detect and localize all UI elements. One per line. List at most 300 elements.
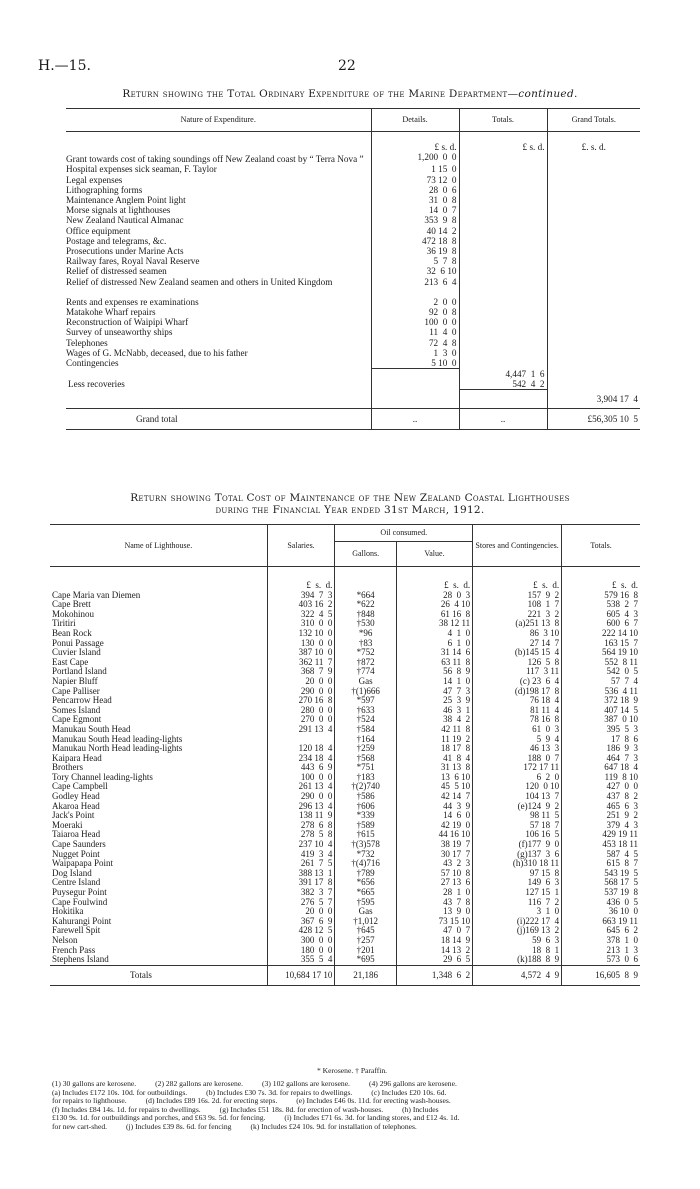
lighthouse-total: 436 0 5 bbox=[562, 898, 640, 908]
expense-detail: 1,200 0 0 bbox=[371, 152, 459, 164]
totals-s: 10,684 17 10 bbox=[267, 965, 335, 986]
lighthouse-total: 538 2 7 bbox=[562, 600, 640, 610]
lighthouse-value: 44 3 9 bbox=[396, 802, 472, 812]
lighthouse-name: Cape Palliser bbox=[52, 686, 100, 696]
lighthouse-gallons: †568 bbox=[335, 754, 396, 764]
expense-row bbox=[66, 185, 640, 195]
expense-row bbox=[66, 338, 640, 348]
lighthouse-stores: 81 11 4 bbox=[473, 706, 562, 716]
lighthouse-name: Pencarrow Head bbox=[52, 696, 112, 706]
lighthouse-value: 18 17 8 bbox=[396, 744, 472, 754]
expense-name: Maintenance Anglem Point light bbox=[66, 195, 186, 206]
lighthouse-value: 46 3 1 bbox=[396, 706, 472, 716]
lighthouse-value: 27 13 6 bbox=[396, 878, 472, 888]
lighthouse-total: 379 4 3 bbox=[562, 821, 640, 831]
expense-row bbox=[66, 215, 640, 225]
lighthouse-name: East Cape bbox=[52, 657, 89, 667]
lighthouse-value: 25 3 9 bbox=[396, 696, 472, 706]
lighthouse-value: 14 6 0 bbox=[396, 811, 472, 821]
lighthouse-stores: 116 7 2 bbox=[473, 898, 562, 908]
expense-detail: 353 9 8 bbox=[371, 215, 459, 225]
expense-detail: 40 14 2 bbox=[371, 226, 459, 236]
lighthouse-name: Brothers bbox=[52, 763, 83, 773]
lighthouse-value: 30 17 7 bbox=[396, 850, 472, 860]
lighthouse-total: 378 1 0 bbox=[562, 936, 640, 946]
col-oil-consumed: Oil consumed. bbox=[335, 525, 473, 542]
lighthouse-value: 38 12 11 bbox=[396, 619, 472, 629]
lighthouse-stores: 127 15 1 bbox=[473, 888, 562, 898]
lighthouse-stores: 104 13 7 bbox=[473, 792, 562, 802]
expense-row bbox=[66, 277, 640, 287]
lighthouse-salaries: 237 10 4 bbox=[267, 840, 335, 850]
lighthouse-name: Mokohinou bbox=[52, 609, 95, 619]
expense-name: Telephones bbox=[66, 337, 108, 348]
lighthouse-name: Godley Head bbox=[52, 792, 100, 802]
lighthouse-stores: 57 18 7 bbox=[473, 821, 562, 831]
expense-detail: 14 0 7 bbox=[371, 205, 459, 215]
lighthouse-stores: 108 1 7 bbox=[473, 600, 562, 610]
lighthouse-name: Napier Bluff bbox=[52, 676, 98, 686]
lighthouse-value: 28 1 0 bbox=[396, 888, 472, 898]
lighthouse-total: 36 10 0 bbox=[562, 907, 640, 917]
lighthouse-gallons: †1,012 bbox=[335, 917, 396, 927]
expense-detail: 32 6 10 bbox=[371, 266, 459, 276]
lighthouse-salaries: 388 13 1 bbox=[267, 869, 335, 879]
table1-title: Return showing the Total Ordinary Expenditure of the Marine Department—continued. bbox=[122, 88, 578, 100]
less-recoveries-row bbox=[66, 379, 640, 390]
lighthouse-stores: 18 8 1 bbox=[473, 946, 562, 956]
lighthouse-value: 73 15 10 bbox=[396, 917, 472, 927]
expense-row bbox=[66, 317, 640, 327]
lighthouse-row bbox=[50, 955, 640, 965]
lighthouse-stores: (c) 23 6 4 bbox=[473, 677, 562, 687]
lighthouse-name: Tory Channel leading-lights bbox=[52, 772, 153, 782]
lighthouse-total: 564 19 10 bbox=[562, 648, 640, 658]
lighthouse-name: Jack's Point bbox=[52, 811, 95, 821]
expense-row bbox=[66, 226, 640, 236]
lighthouse-stores: 27 14 7 bbox=[473, 639, 562, 649]
subtotal-row bbox=[66, 369, 640, 379]
expense-name: Prosecutions under Marine Acts bbox=[66, 246, 184, 257]
lighthouse-table bbox=[50, 524, 640, 986]
lighthouse-salaries: 387 10 0 bbox=[267, 648, 335, 658]
expenditure-body bbox=[66, 132, 640, 430]
lighthouse-stores: 149 6 3 bbox=[473, 878, 562, 888]
grand-total-value: £56,305 10 5 bbox=[547, 408, 640, 429]
totals-g: 21,186 bbox=[335, 965, 396, 986]
lighthouse-name: Puysegur Point bbox=[52, 888, 107, 897]
lighthouse-value: 6 1 0 bbox=[396, 639, 472, 649]
lighthouse-stores: 59 6 3 bbox=[473, 936, 562, 946]
lighthouse-value: 42 14 7 bbox=[396, 792, 472, 802]
expense-name: Relief of distressed seamen bbox=[66, 266, 167, 277]
lighthouse-name: Moeraki bbox=[52, 820, 83, 830]
lighthouse-salaries: 362 11 7 bbox=[267, 658, 335, 668]
expense-row bbox=[66, 205, 640, 215]
expense-detail: 28 0 6 bbox=[371, 185, 459, 195]
lighthouse-salaries: 394 7 3 bbox=[267, 591, 335, 601]
lighthouse-gallons: Gas bbox=[335, 907, 396, 917]
expense-name: Grant towards cost of taking soundings off New Zealand coast by “ Terra Nova ” bbox=[66, 154, 364, 165]
expense-row bbox=[66, 327, 640, 337]
lighthouse-total: 647 18 4 bbox=[562, 763, 640, 773]
lighthouse-salaries: 382 3 7 bbox=[267, 888, 335, 898]
lighthouse-total: 163 15 7 bbox=[562, 639, 640, 649]
unit-label: £ s. d. bbox=[459, 132, 547, 153]
lighthouse-gallons: *732 bbox=[335, 850, 396, 860]
lighthouse-name: Nugget Point bbox=[52, 849, 100, 859]
totals-row bbox=[50, 965, 640, 986]
lighthouse-salaries: 234 18 4 bbox=[267, 754, 335, 764]
lighthouse-value: 45 5 10 bbox=[396, 782, 472, 792]
expense-name: Survey of unseaworthy ships bbox=[66, 327, 173, 338]
lighthouse-value: 63 11 8 bbox=[396, 658, 472, 668]
lighthouse-stores: 98 11 5 bbox=[473, 811, 562, 821]
footnote-line: for new cart-shed. (j) Includes £39 8s. 6d. for fencing (k) Includes £24 10s. 9d. for installation of telephones. bbox=[52, 1121, 417, 1131]
lighthouse-name: Cape Brett bbox=[52, 600, 91, 610]
lighthouse-stores: (h)310 18 11 bbox=[473, 859, 562, 869]
lighthouse-salaries: 276 5 7 bbox=[267, 898, 335, 908]
lighthouse-total: 600 6 7 bbox=[562, 619, 640, 629]
lighthouse-value: 13 9 0 bbox=[396, 907, 472, 917]
lighthouse-total: 464 7 3 bbox=[562, 754, 640, 764]
lighthouse-stores: (j)169 13 2 bbox=[473, 926, 562, 936]
unit-label: £ s. d. bbox=[396, 567, 472, 591]
expense-name: Matakohe Wharf repairs bbox=[66, 307, 156, 318]
expense-row bbox=[66, 195, 640, 205]
lighthouse-salaries: 310 0 0 bbox=[267, 619, 335, 629]
expense-name: Lithographing forms bbox=[66, 184, 143, 195]
lighthouse-total: 663 19 11 bbox=[562, 917, 640, 927]
lighthouse-salaries: 100 0 0 bbox=[267, 773, 335, 783]
lighthouse-stores: 78 16 8 bbox=[473, 715, 562, 725]
lighthouse-gallons: †606 bbox=[335, 802, 396, 812]
lighthouse-stores: 117 3 11 bbox=[473, 667, 562, 677]
lighthouse-gallons: *665 bbox=[335, 888, 396, 898]
lighthouse-stores: 106 16 5 bbox=[473, 830, 562, 840]
table2-title: Return showing Total Cost of Maintenance of the New Zealand Coastal Lighthouses during the Financial Year ended 31st March, 1912. bbox=[130, 492, 570, 516]
expense-name: Hospital expenses sick seaman, F. Taylor bbox=[66, 164, 217, 175]
lighthouse-total: 587 4 5 bbox=[562, 850, 640, 860]
expense-name: Wages of G. McNabb, deceased, due to his father bbox=[66, 347, 248, 358]
lighthouse-name: Manukau North Head leading-lights bbox=[52, 744, 183, 754]
expense-row bbox=[66, 175, 640, 185]
footnote-line: (1) 30 gallons are kerosene. (2) 282 gallons are kerosene. (3) 102 gallons are kerosene. (4) 296 gallons are kerosene. bbox=[52, 1079, 457, 1088]
lighthouse-gallons: †872 bbox=[335, 658, 396, 668]
lighthouse-salaries: 443 6 9 bbox=[267, 763, 335, 773]
lighthouse-gallons: *695 bbox=[335, 955, 396, 965]
lighthouse-name: Tiritiri bbox=[52, 619, 76, 629]
unit-label: £ s. d. bbox=[371, 132, 459, 153]
net-row bbox=[66, 390, 640, 409]
units-row bbox=[66, 132, 640, 153]
lighthouse-value: 31 14 6 bbox=[396, 648, 472, 658]
col-grand-totals: Grand Totals. bbox=[547, 109, 640, 132]
lighthouse-gallons: †848 bbox=[335, 610, 396, 620]
expense-name: Rents and expenses re examinations bbox=[66, 296, 199, 307]
lighthouse-total: 579 16 8 bbox=[562, 591, 640, 601]
lighthouse-total: 645 6 2 bbox=[562, 926, 640, 936]
lighthouse-name: Dog Island bbox=[52, 868, 92, 878]
lighthouse-salaries: 428 12 5 bbox=[267, 926, 335, 936]
lighthouse-total: 573 0 6 bbox=[562, 955, 640, 965]
lighthouse-stores: 221 3 2 bbox=[473, 610, 562, 620]
expense-detail: 31 0 8 bbox=[371, 195, 459, 205]
lighthouse-value: 47 0 7 bbox=[396, 926, 472, 936]
lighthouse-total: 213 1 3 bbox=[562, 946, 640, 956]
col-totals: Totals. bbox=[459, 109, 547, 132]
lighthouse-total: 568 17 5 bbox=[562, 878, 640, 888]
lighthouse-total: 57 7 4 bbox=[562, 677, 640, 687]
lighthouse-gallons: †(3)578 bbox=[335, 840, 396, 850]
totals-label: Totals bbox=[130, 969, 152, 980]
lighthouse-total: 429 19 11 bbox=[562, 830, 640, 840]
lighthouse-gallons: †164 bbox=[335, 735, 396, 745]
lighthouse-gallons: †586 bbox=[335, 792, 396, 802]
lighthouse-name: Hokitika bbox=[52, 907, 84, 917]
lighthouse-gallons: *751 bbox=[335, 763, 396, 773]
lighthouse-total: 372 18 9 bbox=[562, 696, 640, 706]
lighthouse-total: 222 14 10 bbox=[562, 629, 640, 639]
lighthouse-total: 542 0 5 bbox=[562, 667, 640, 677]
lighthouse-name: Nelson bbox=[52, 935, 78, 945]
lighthouse-value: 38 19 7 bbox=[396, 840, 472, 850]
lighthouse-salaries: 290 0 0 bbox=[267, 687, 335, 697]
lighthouse-name: Kaipara Head bbox=[52, 753, 102, 763]
lighthouse-stores: 5 9 4 bbox=[473, 735, 562, 745]
lighthouse-salaries: 278 5 8 bbox=[267, 830, 335, 840]
net-value: 3,904 17 4 bbox=[547, 390, 640, 409]
lighthouse-salaries: 419 3 4 bbox=[267, 850, 335, 860]
lighthouse-stores: 3 1 0 bbox=[473, 907, 562, 917]
totals-c: 4,572 4 9 bbox=[473, 965, 562, 986]
lighthouse-name: Portland Island bbox=[52, 667, 107, 677]
expense-name: Railway fares, Royal Naval Reserve bbox=[66, 256, 200, 267]
lighthouse-gallons: †524 bbox=[335, 715, 396, 725]
lighthouse-salaries: 132 10 0 bbox=[267, 629, 335, 639]
lighthouse-stores: 188 0 7 bbox=[473, 754, 562, 764]
lighthouse-total: 537 19 8 bbox=[562, 888, 640, 898]
lighthouse-salaries: 368 7 9 bbox=[267, 667, 335, 677]
lighthouse-gallons: †789 bbox=[335, 869, 396, 879]
lighthouse-name: Somes Island bbox=[52, 705, 101, 715]
lighthouse-name: Waipapapa Point bbox=[52, 859, 114, 869]
lighthouse-gallons: *597 bbox=[335, 696, 396, 706]
footnote-line: (f) Includes £84 14s. 1d. for repairs to dwellings. (g) Includes £51 18s. 8d. for erection of wash-houses. (h) Includes bbox=[52, 1104, 439, 1114]
lighthouse-name: Manukau South Head bbox=[52, 724, 131, 734]
lighthouse-salaries: 138 11 9 bbox=[267, 811, 335, 821]
lighthouse-total: 407 14 5 bbox=[562, 706, 640, 716]
expense-name: Office equipment bbox=[66, 225, 131, 236]
lighthouse-value: 43 7 8 bbox=[396, 898, 472, 908]
col-salaries: Salaries. bbox=[267, 525, 335, 567]
page-number: 22 bbox=[338, 58, 356, 74]
lighthouse-name: Farewell Spit bbox=[52, 926, 101, 936]
lighthouse-value: 42 19 0 bbox=[396, 821, 472, 831]
expense-detail: 72 4 8 bbox=[371, 338, 459, 348]
lighthouse-total: 251 9 2 bbox=[562, 811, 640, 821]
less-recoveries-value: 542 4 2 bbox=[459, 379, 547, 390]
lighthouse-value: 13 6 10 bbox=[396, 773, 472, 783]
lighthouse-salaries: 296 13 4 bbox=[267, 802, 335, 812]
lighthouse-stores: 97 15 8 bbox=[473, 869, 562, 879]
expense-name: Legal expenses bbox=[66, 174, 123, 185]
lighthouse-total: 465 6 3 bbox=[562, 802, 640, 812]
expense-row bbox=[66, 152, 640, 164]
lighthouse-gallons: Gas bbox=[335, 677, 396, 687]
lighthouse-total: 552 8 11 bbox=[562, 658, 640, 668]
lighthouse-stores: (e)124 9 2 bbox=[473, 802, 562, 812]
expense-row bbox=[66, 348, 640, 358]
lighthouse-stores: 46 13 3 bbox=[473, 744, 562, 754]
expense-row bbox=[66, 164, 640, 174]
lighthouse-value: 11 19 2 bbox=[396, 735, 472, 745]
expense-row bbox=[66, 246, 640, 256]
lighthouse-value: 28 0 3 bbox=[396, 591, 472, 601]
lighthouse-value: 43 2 3 bbox=[396, 859, 472, 869]
lighthouse-total: 427 0 0 bbox=[562, 782, 640, 792]
lighthouse-gallons: †589 bbox=[335, 821, 396, 831]
page-header bbox=[38, 58, 640, 78]
lighthouse-gallons: *339 bbox=[335, 811, 396, 821]
lighthouse-total: 536 4 11 bbox=[562, 687, 640, 697]
lighthouse-total: 543 19 5 bbox=[562, 869, 640, 879]
lighthouse-value: 29 6 5 bbox=[396, 955, 472, 965]
lighthouse-name: Kahurangi Point bbox=[52, 916, 112, 926]
lighthouse-gallons: †774 bbox=[335, 667, 396, 677]
lighthouse-salaries: 261 13 4 bbox=[267, 782, 335, 792]
lighthouse-gallons: †257 bbox=[335, 936, 396, 946]
lighthouse-stores: (a)251 13 8 bbox=[473, 619, 562, 629]
expense-name: Contingencies bbox=[66, 358, 119, 369]
lighthouse-salaries: 280 0 0 bbox=[267, 706, 335, 716]
lighthouse-total: 395 5 3 bbox=[562, 725, 640, 735]
lighthouse-total: 119 8 10 bbox=[562, 773, 640, 783]
unit-label: £ s. d. bbox=[473, 567, 562, 591]
col-nature: Nature of Expenditure. bbox=[66, 109, 371, 132]
lighthouse-name: Ponui Passage bbox=[52, 638, 104, 648]
lighthouse-value: 38 4 2 bbox=[396, 715, 472, 725]
lighthouse-stores: (f)177 9 0 bbox=[473, 840, 562, 850]
expense-detail: 5 10 0 bbox=[371, 358, 459, 369]
lighthouse-gallons: †83 bbox=[335, 639, 396, 649]
lighthouse-total: 605 4 3 bbox=[562, 610, 640, 620]
lighthouse-gallons: *622 bbox=[335, 600, 396, 610]
footnote-line: (a) Includes £172 10s. 10d. for outbuildings. (b) Includes £30 7s. 3d. for repairs to dwellings. (c) Includes £20 10s. 6d. bbox=[52, 1087, 447, 1097]
lighthouse-gallons: †(4)716 bbox=[335, 859, 396, 869]
lighthouse-name: Centre Island bbox=[52, 878, 101, 888]
footnotes bbox=[52, 1080, 652, 1132]
lighthouse-gallons: †633 bbox=[335, 706, 396, 716]
lighthouse-total: 17 8 6 bbox=[562, 735, 640, 745]
lighthouse-salaries: 391 17 8 bbox=[267, 878, 335, 888]
unit-label: £. s. d. bbox=[547, 132, 640, 153]
lighthouse-gallons: †(1)666 bbox=[335, 687, 396, 697]
lighthouse-name: French Pass bbox=[52, 945, 96, 955]
expense-detail: 36 19 8 bbox=[371, 246, 459, 256]
lighthouse-name: Cape Maria van Diemen bbox=[52, 590, 141, 600]
lighthouse-salaries: 290 0 0 bbox=[267, 792, 335, 802]
expense-row bbox=[66, 307, 640, 317]
lighthouse-salaries: 270 16 8 bbox=[267, 696, 335, 706]
lighthouse-salaries: 130 0 0 bbox=[267, 639, 335, 649]
lighthouse-salaries: 261 7 5 bbox=[267, 859, 335, 869]
unit-label: £ s. d. bbox=[267, 567, 335, 591]
grand-total-row: Grand total .. .. £56,305 10 5 bbox=[66, 408, 640, 429]
expense-name: Reconstruction of Waipipi Wharf bbox=[66, 317, 189, 328]
lighthouse-gallons: *664 bbox=[335, 591, 396, 601]
lighthouse-gallons: †530 bbox=[335, 619, 396, 629]
lighthouse-gallons: †595 bbox=[335, 898, 396, 908]
totals-v: 1,348 6 2 bbox=[396, 965, 472, 986]
lighthouse-total: 437 8 2 bbox=[562, 792, 640, 802]
lighthouse-gallons: *96 bbox=[335, 629, 396, 639]
col-lighthouse-name: Name of Lighthouse. bbox=[50, 525, 267, 567]
lighthouse-value: 56 8 9 bbox=[396, 667, 472, 677]
lighthouse-name: Cape Saunders bbox=[52, 840, 106, 850]
lighthouse-value: 47 7 3 bbox=[396, 687, 472, 697]
lighthouse-value: 14 13 2 bbox=[396, 946, 472, 956]
lighthouse-stores: (i)222 17 4 bbox=[473, 917, 562, 927]
lighthouse-value: 42 11 8 bbox=[396, 725, 472, 735]
expense-detail: 100 0 0 bbox=[371, 317, 459, 327]
lighthouse-salaries: 180 0 0 bbox=[267, 946, 335, 956]
lighthouse-stores: 126 5 8 bbox=[473, 658, 562, 668]
lighthouse-stores: 6 2 0 bbox=[473, 773, 562, 783]
subtotal-value: 4,447 1 6 bbox=[459, 369, 547, 379]
lighthouse-salaries: 120 18 4 bbox=[267, 744, 335, 754]
expense-name: New Zealand Nautical Almanac bbox=[66, 215, 184, 226]
lighthouse-name: Akaroa Head bbox=[52, 801, 100, 811]
expense-detail: 213 6 4 bbox=[371, 277, 459, 287]
lighthouse-stores: 157 9 2 bbox=[473, 591, 562, 601]
lighthouse-stores: 61 0 3 bbox=[473, 725, 562, 735]
grand-total-label: Grand total bbox=[136, 413, 178, 424]
expense-row bbox=[66, 266, 640, 276]
lighthouse-gallons: *656 bbox=[335, 878, 396, 888]
lighthouse-value: 41 8 4 bbox=[396, 754, 472, 764]
lighthouse-name: Cuvier Island bbox=[52, 648, 101, 658]
col-totals: Totals. bbox=[562, 525, 640, 567]
lighthouse-stores: 120 0 10 bbox=[473, 782, 562, 792]
lighthouse-stores: 172 17 11 bbox=[473, 763, 562, 773]
lighthouse-stores: (d)198 17 8 bbox=[473, 687, 562, 697]
expense-detail: 5 7 8 bbox=[371, 256, 459, 266]
lighthouse-name: Taiaroa Head bbox=[52, 830, 101, 840]
lighthouse-gallons: †201 bbox=[335, 946, 396, 956]
lighthouse-salaries: 367 6 9 bbox=[267, 917, 335, 927]
col-stores: Stores and Contingencies. bbox=[473, 525, 562, 567]
footnote-line: £130 9s. 1d. for outbuildings and porches, and £63 9s. 5d. for fencing. (i) Includes £71 6s. 3d. for landing stores, and £12 4s. 1d. bbox=[52, 1113, 460, 1123]
lighthouse-salaries: 20 0 0 bbox=[267, 907, 335, 917]
lighthouse-name: Bean Rock bbox=[52, 628, 92, 638]
lighthouse-stores: (g)137 3 6 bbox=[473, 850, 562, 860]
col-value: Value. bbox=[396, 542, 472, 567]
expense-detail: 11 4 0 bbox=[371, 327, 459, 337]
lighthouse-total: 186 9 3 bbox=[562, 744, 640, 754]
lighthouse-total: 453 18 11 bbox=[562, 840, 640, 850]
col-details: Details. bbox=[371, 109, 459, 132]
footnote-line: for repairs to lighthouse. (d) Includes £89 16s. 2d. for erecting steps. (e) Includes £46 0s. 11d. for erecting wash-houses. bbox=[52, 1096, 451, 1106]
expense-detail: 472 18 8 bbox=[371, 236, 459, 246]
expense-detail: 1 15 0 bbox=[371, 164, 459, 174]
footnote-legend: * Kerosene. † Paraffin. bbox=[316, 1066, 388, 1075]
expense-name: Morse signals at lighthouses bbox=[66, 205, 171, 216]
expense-detail: 73 12 0 bbox=[371, 175, 459, 185]
lighthouse-name: Stephens Island bbox=[52, 955, 109, 965]
expenditure-table bbox=[66, 108, 640, 430]
less-recoveries-label: Less recoveries bbox=[68, 378, 125, 389]
